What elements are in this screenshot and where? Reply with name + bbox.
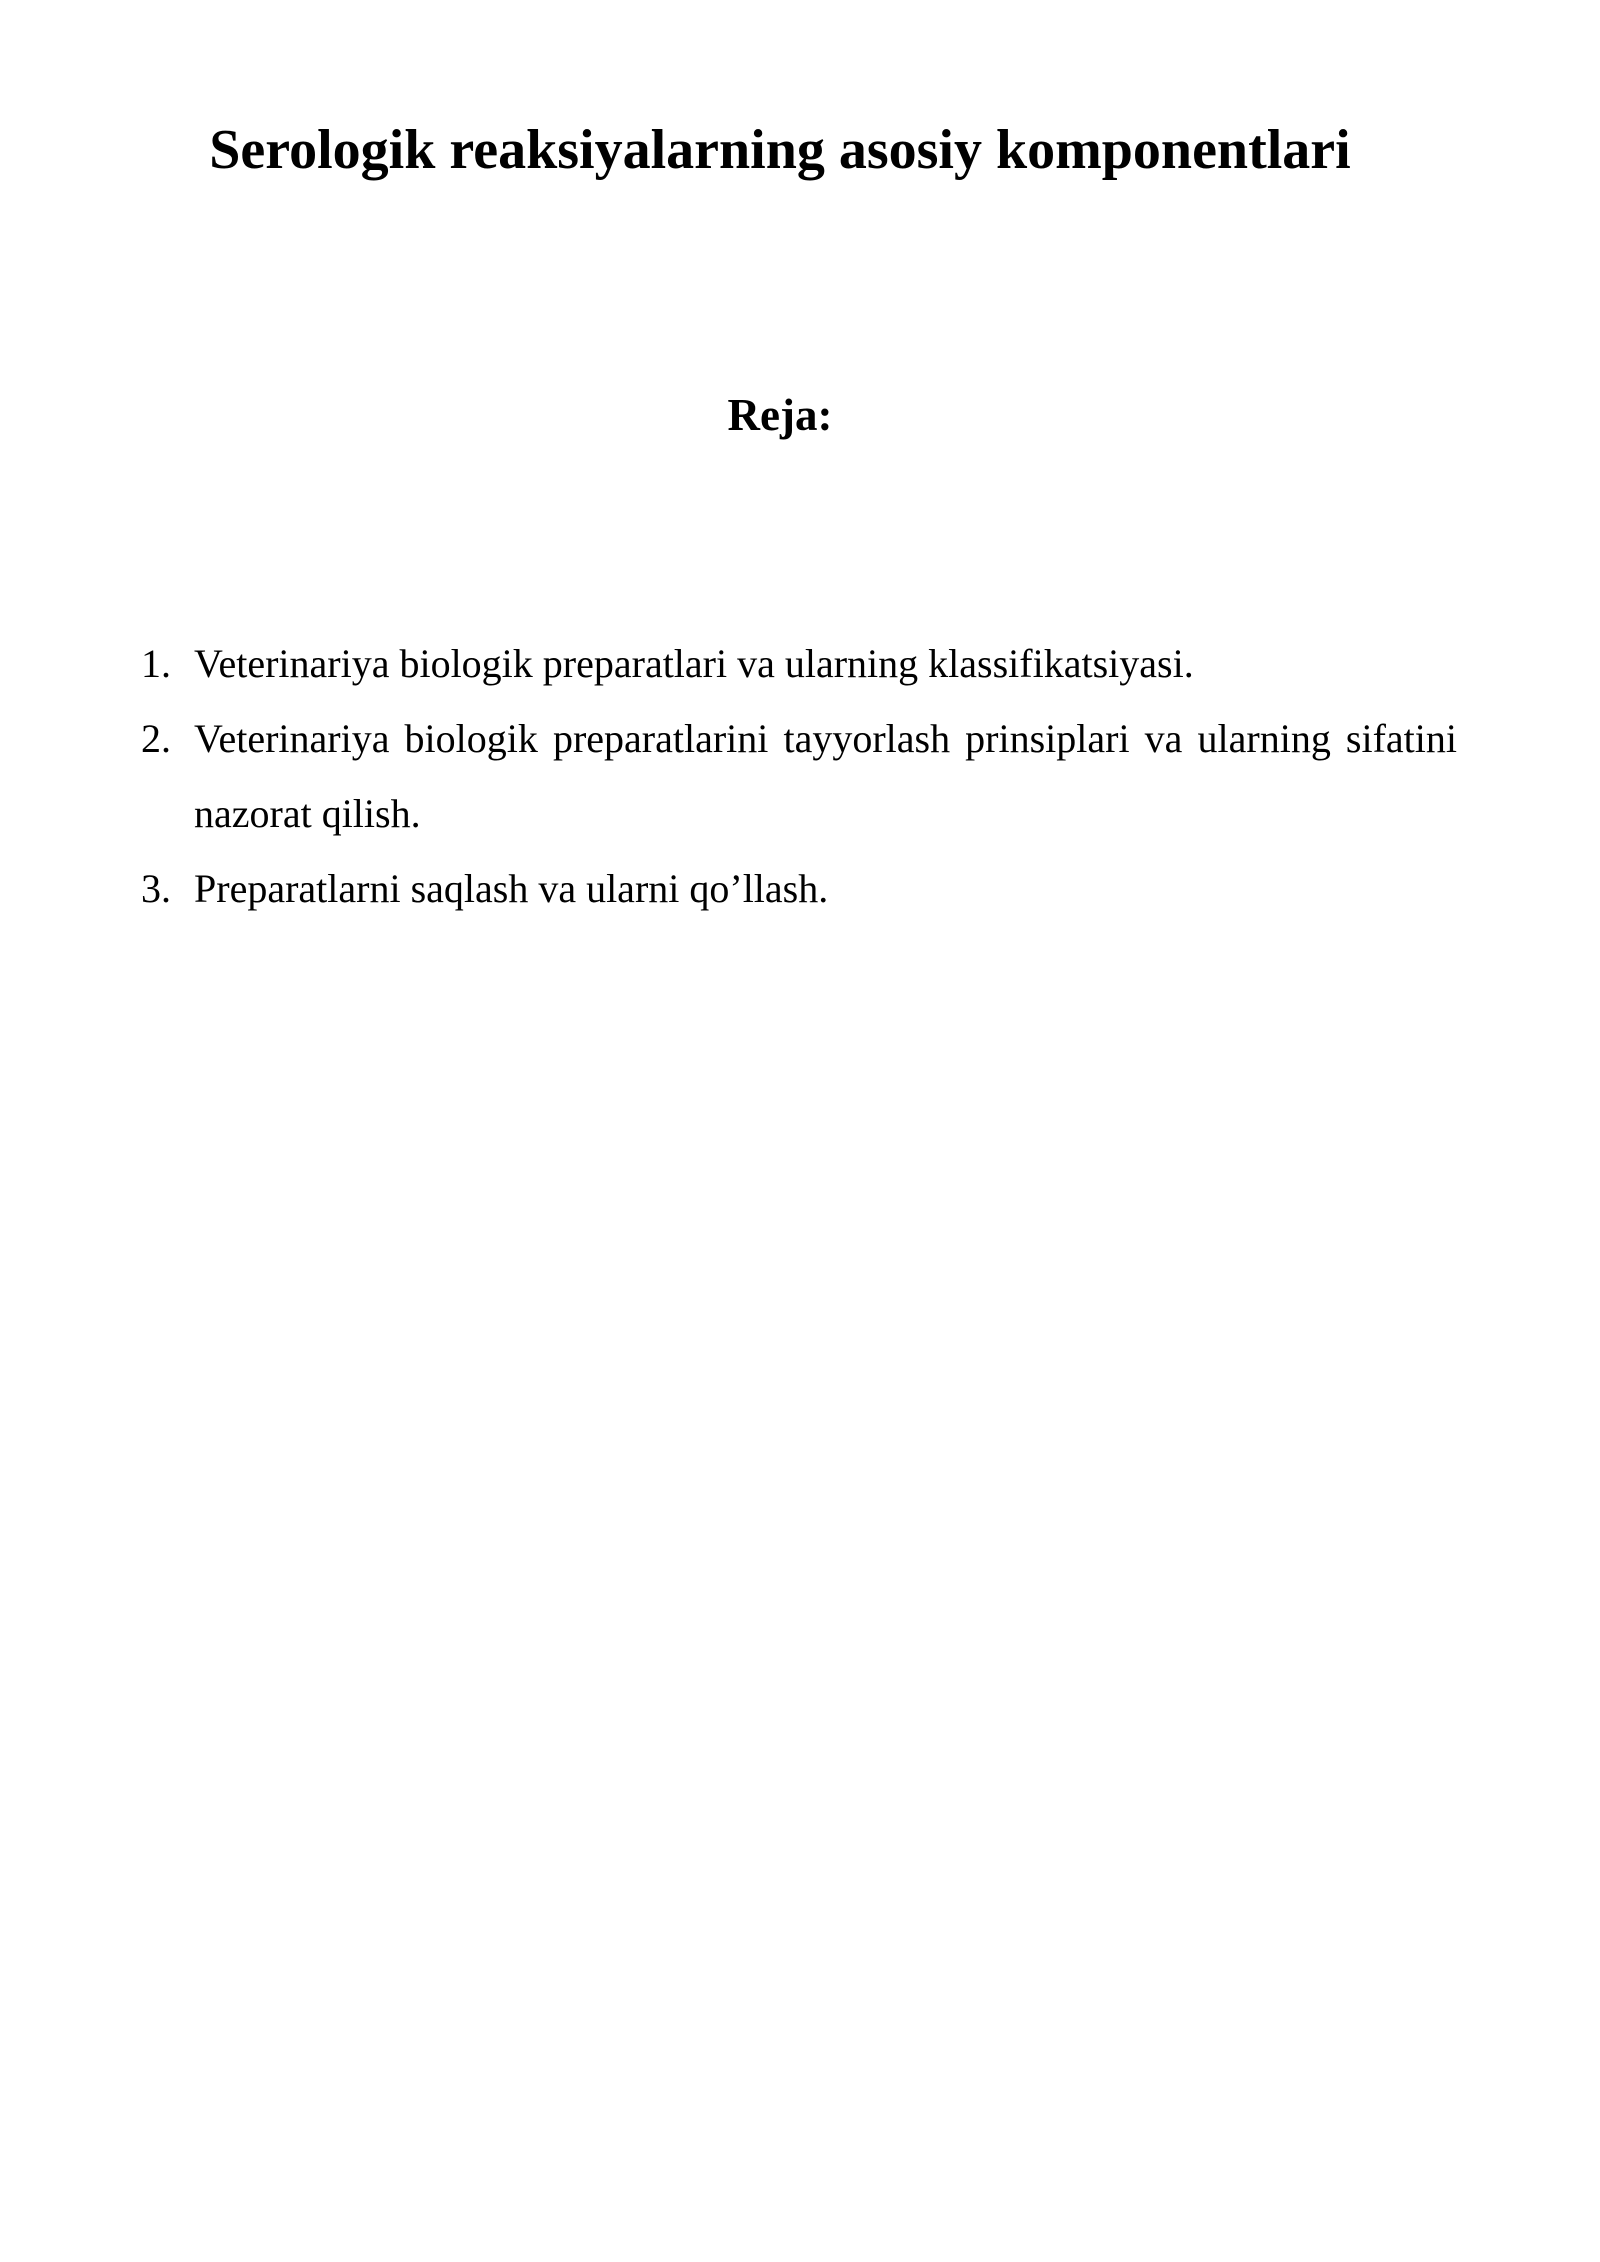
plan-list — [141, 626, 1457, 926]
plan-item-number: 2. — [141, 716, 171, 761]
plan-item-text: Veterinariya biologik preparatlarini tayyorlash prinsiplari va ularning sifatini nazorat qilish. — [194, 716, 1457, 836]
plan-item-text: Veterinariya biologik preparatlari va ularning klassifikatsiyasi. — [194, 641, 1194, 686]
plan-item — [141, 851, 1457, 926]
document-title: Serologik reaksiyalarning asosiy komponentlari — [209, 119, 1351, 181]
plan-item-number: 1. — [141, 641, 171, 686]
plan-item — [141, 626, 1457, 701]
plan-item-number: 3. — [141, 866, 171, 911]
plan-item-text: Preparatlarni saqlash va ularni qo’llash. — [194, 866, 829, 911]
plan-heading: Reja: — [727, 390, 833, 440]
plan-item — [141, 701, 1457, 851]
